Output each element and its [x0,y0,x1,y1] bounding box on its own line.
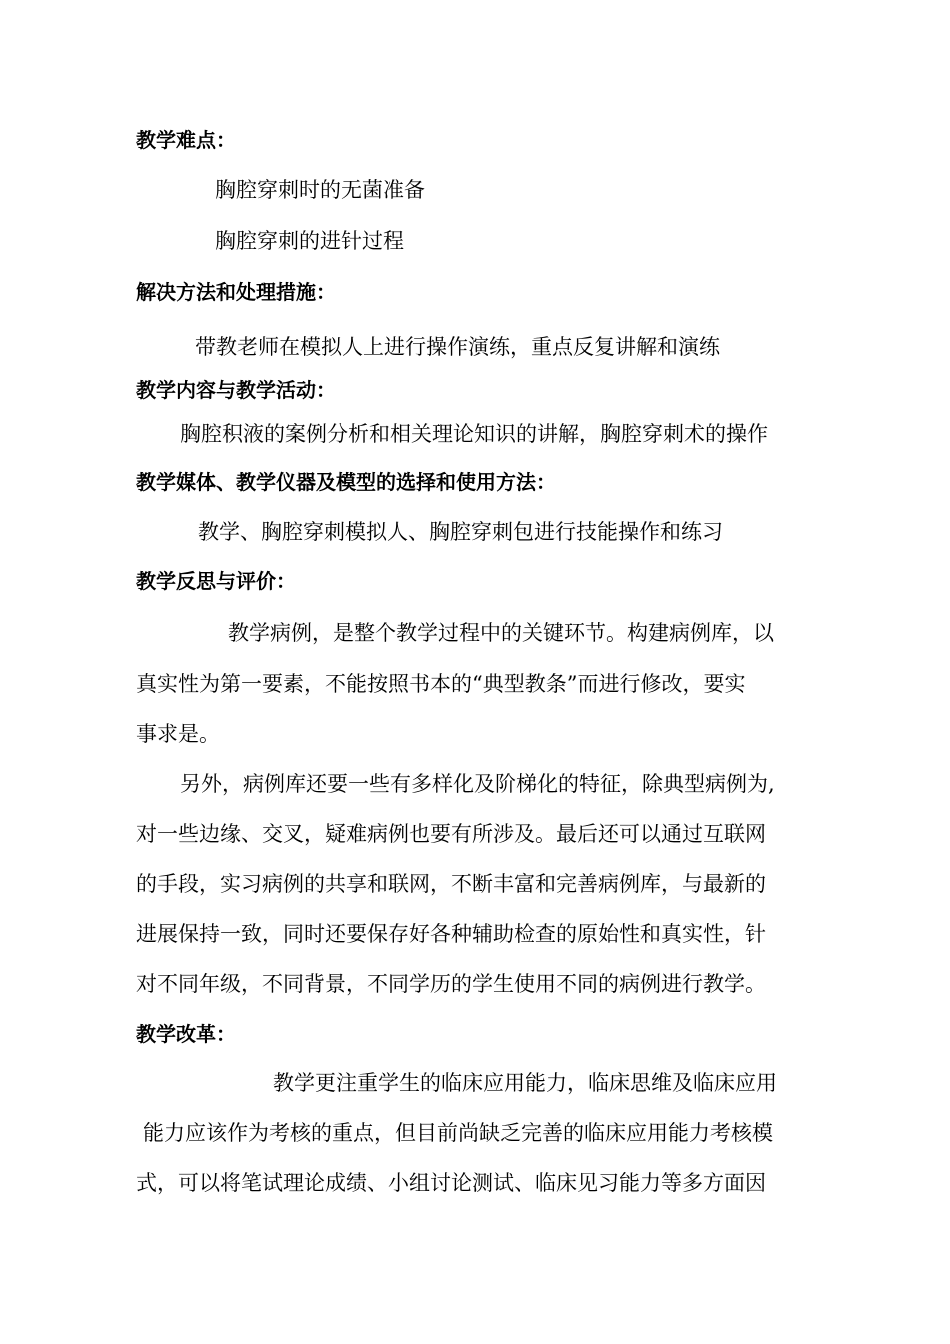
reform-line-2: 能力应该作为考核的重点，但目前尚缺乏完善的临床应用能力考核模 [143,1121,773,1145]
reflection-p1-line-1: 教学病例，是整个教学过程中的关键环节。构建病例库，以 [228,621,774,645]
content-text: 胸腔积液的案例分析和相关理论知识的讲解，胸腔穿刺术的操作 [180,422,768,446]
reflection-p2-line-2: 对一些边缘、交叉，疑难病例也要有所涉及。最后还可以通过互联网 [136,822,766,846]
media-text: 教学、胸腔穿刺模拟人、胸腔穿刺包进行技能操作和练习 [198,520,723,544]
reflection-p1-line-2: 真实性为第一要素，不能按照书本的“典型教条”而进行修改，要实 [136,672,746,696]
reflection-p2-line-5: 对不同年级，不同背景，不同学历的学生使用不同的病例进行教学。 [136,972,766,996]
solution-text: 带教老师在模拟人上进行操作演练，重点反复讲解和演练 [195,335,720,359]
heading-content-activities: 教学内容与教学活动： [136,378,336,402]
reflection-p1-line-3: 事求是。 [136,722,220,746]
difficulty-item-1: 胸腔穿刺时的无菌准备 [215,178,425,202]
reflection-p2-line-4: 进展保持一致，同时还要保存好各种辅助检查的原始性和真实性，针 [136,922,766,946]
reflection-p2-line-3: 的手段，实习病例的共享和联网，不断丰富和完善病例库，与最新的 [136,872,766,896]
reform-line-1: 教学更注重学生的临床应用能力，临床思维及临床应用 [273,1071,777,1095]
heading-solution: 解决方法和处理措施： [136,280,336,304]
heading-media: 教学媒体、教学仪器及模型的选择和使用方法： [136,470,556,494]
difficulty-item-2: 胸腔穿刺的进针过程 [215,229,404,253]
heading-reform: 教学改革： [136,1022,236,1046]
heading-reflection: 教学反思与评价： [136,569,296,593]
reflection-p2-line-1: 另外，病例库还要一些有多样化及阶梯化的特征，除典型病例为, [180,772,775,796]
heading-teaching-difficulty: 教学难点： [136,128,236,152]
reform-line-3: 式，可以将笔试理论成绩、小组讨论测试、临床见习能力等多方面因 [136,1171,766,1195]
